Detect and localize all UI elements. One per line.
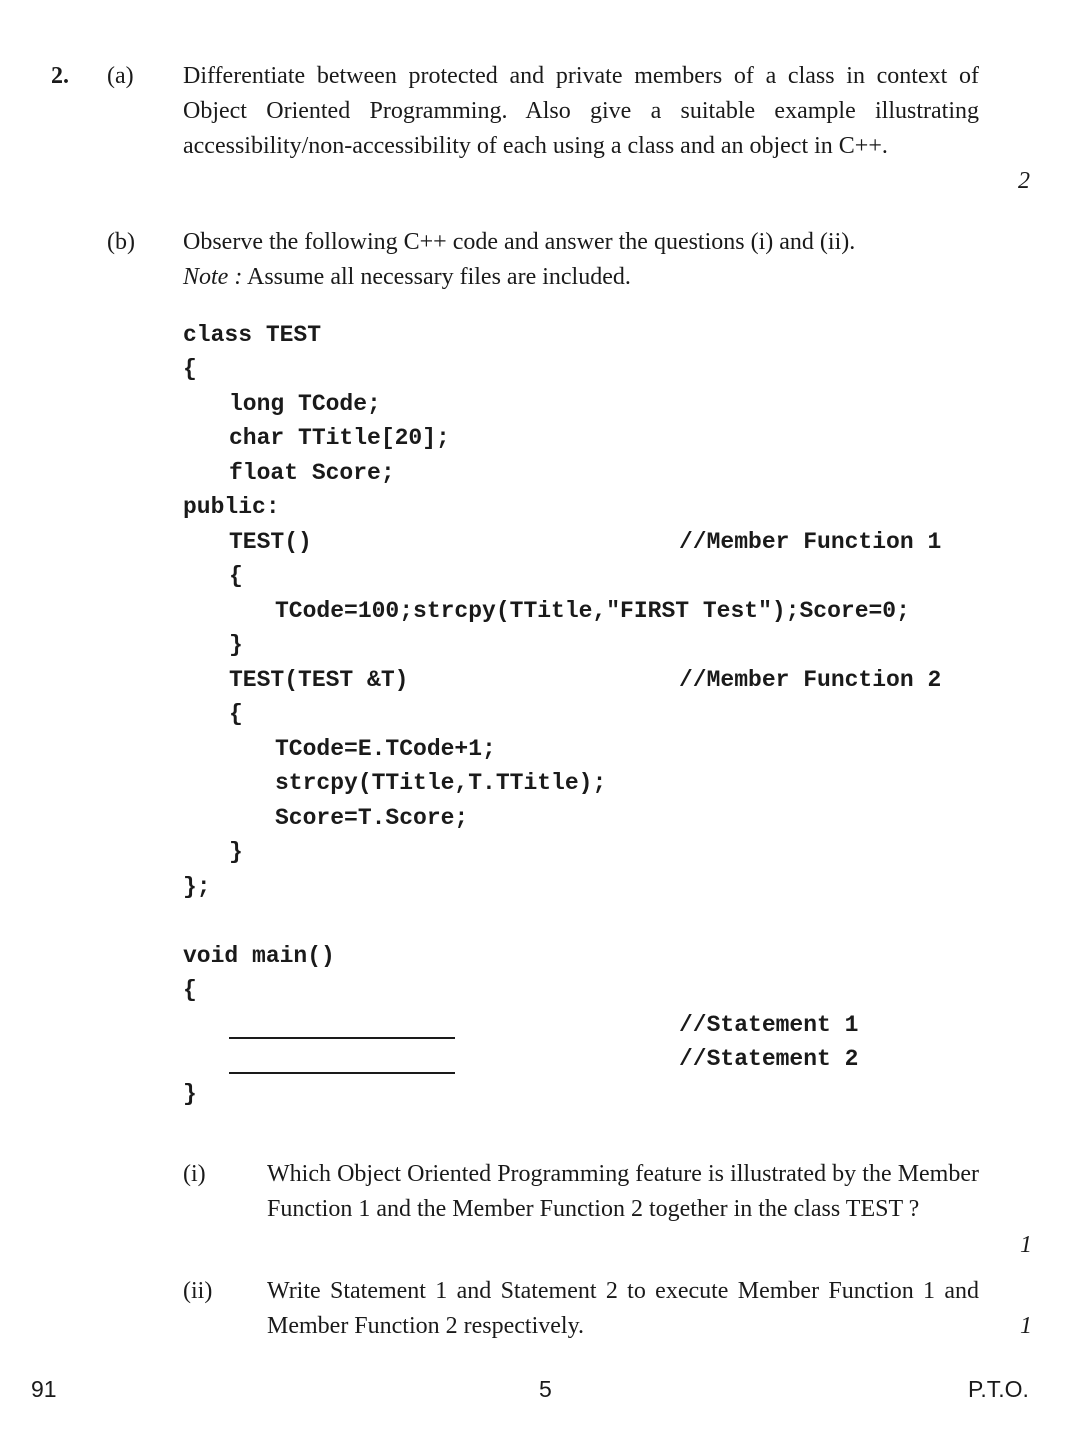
code-line: void main()	[183, 943, 335, 969]
code-comment: //Member Function 2	[679, 667, 942, 693]
footer-paper-code: 91	[31, 1376, 57, 1402]
sub-i-marks: 1	[1020, 1232, 1032, 1258]
code-line: };	[183, 874, 211, 900]
question-number: 2.	[51, 63, 69, 89]
code-comment: //Member Function 1	[679, 529, 942, 555]
sub-ii-text: Write Statement 1 and Statement 2 to execute Member Function 1 and Member Function 2 respectively.	[267, 1278, 979, 1339]
code-line: }	[229, 632, 243, 658]
footer-pto: P.T.O.	[968, 1376, 1029, 1402]
statement-1-blank	[229, 1015, 455, 1039]
code-line: public:	[183, 494, 280, 520]
code-line: Score=T.Score;	[275, 805, 469, 831]
code-line: }	[229, 839, 243, 865]
code-comment: //Statement 2	[679, 1046, 859, 1072]
code-line: TCode=100;strcpy(TTitle,"FIRST Test");Score=0;	[275, 598, 910, 624]
code-line: float Score;	[229, 460, 395, 486]
sub-ii-label: (ii)	[183, 1278, 213, 1304]
part-b-intro: Observe the following C++ code and answer the questions (i) and (ii).	[183, 229, 856, 255]
code-line: {	[229, 563, 243, 589]
note-label: Note :	[183, 264, 243, 290]
code-line: TEST()	[229, 529, 312, 555]
code-line: class TEST	[183, 322, 322, 348]
part-a-marks: 2	[1018, 168, 1030, 194]
code-line: {	[183, 977, 197, 1003]
sub-i-label: (i)	[183, 1161, 206, 1187]
sub-ii-marks: 1	[1020, 1313, 1032, 1339]
code-line: {	[183, 356, 197, 382]
code-line: TEST(TEST &T)	[229, 667, 409, 693]
part-b-note	[183, 260, 983, 295]
code-line: TCode=E.TCode+1;	[275, 736, 496, 762]
code-line: char TTitle[20];	[229, 425, 450, 451]
footer-page-number: 5	[539, 1376, 552, 1402]
part-a-label: (a)	[107, 63, 134, 89]
code-line: {	[229, 701, 243, 727]
statement-2-blank	[229, 1050, 455, 1074]
code-comment: //Statement 1	[679, 1012, 859, 1038]
sub-i-text: Which Object Oriented Programming feature is illustrated by the Member Function 1 and the Member Function 2 together in the class TEST ?	[267, 1161, 979, 1222]
code-line: }	[183, 1081, 197, 1107]
code-line: long TCode;	[229, 391, 381, 417]
part-b-label: (b)	[107, 229, 135, 255]
note-text: Assume all necessary files are included.	[242, 264, 631, 290]
part-a-text: Differentiate between protected and private members of a class in context of Object Oriented Programming. Also give a suitable example illustrating accessibility/non-accessibility of each using a class and an object in C++.	[183, 63, 979, 159]
code-line: strcpy(TTitle,T.TTitle);	[275, 770, 607, 796]
